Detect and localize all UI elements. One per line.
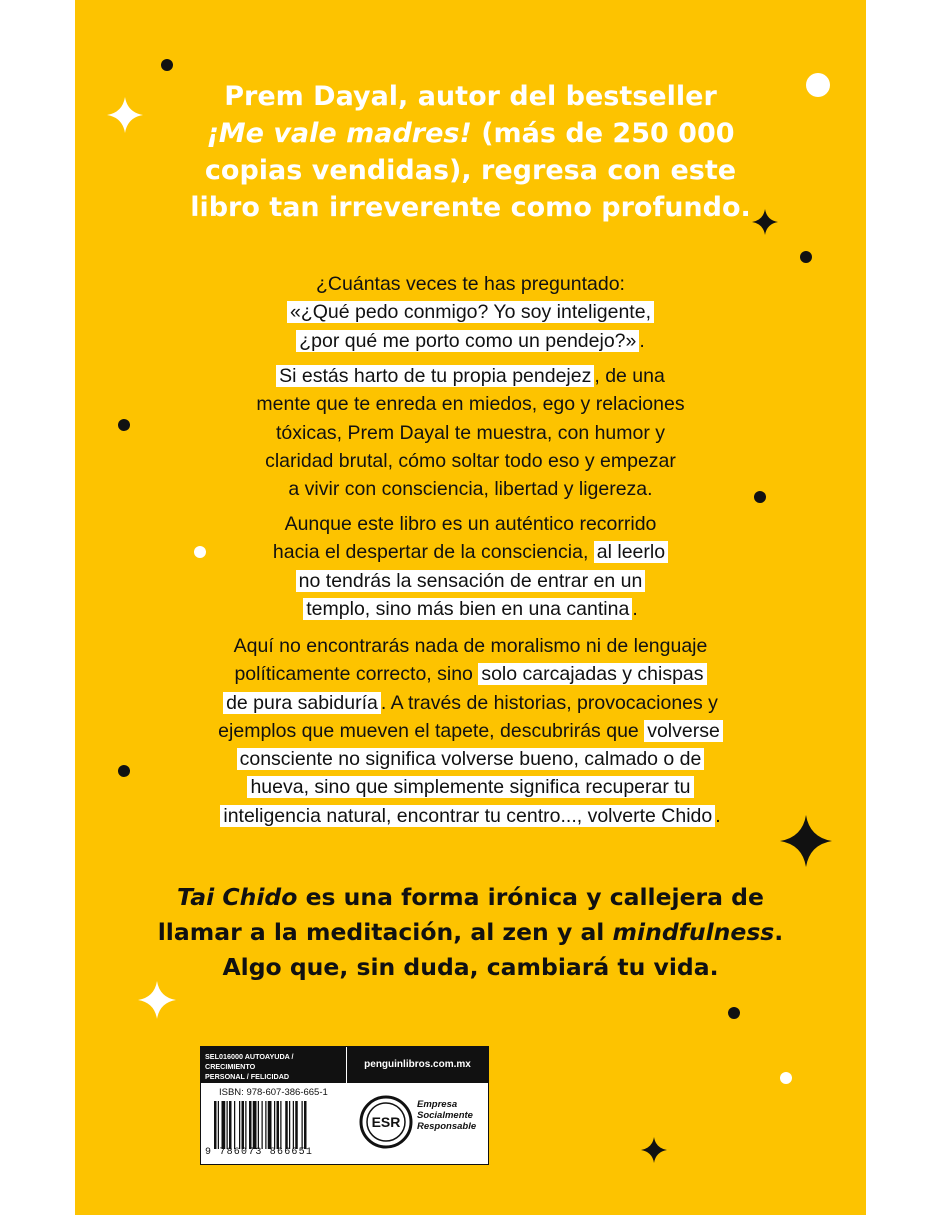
paragraph-line xyxy=(75,538,866,566)
paragraph-line xyxy=(75,773,866,801)
category-label xyxy=(201,1047,346,1083)
paragraph-line xyxy=(75,362,866,390)
paragraph-line xyxy=(75,660,866,688)
punct: . xyxy=(715,804,721,827)
barcode-bar xyxy=(229,1101,232,1149)
intro-line: ¿Cuántas veces te has preguntado: xyxy=(316,273,625,295)
text-fragment: , de una xyxy=(594,365,665,387)
headline-line xyxy=(75,115,866,152)
headline-line: libro tan irreverente como profundo. xyxy=(190,192,751,223)
headline xyxy=(75,78,866,226)
paragraph-line: a vivir con consciencia, libertad y ligereza. xyxy=(288,478,653,501)
barcode-bar xyxy=(302,1101,303,1149)
dot-icon xyxy=(161,59,173,71)
barcode-bar xyxy=(289,1101,290,1149)
closing-line: Algo que, sin duda, cambiará tu vida. xyxy=(222,953,719,981)
category-line: PERSONAL / FELICIDAD xyxy=(205,1072,290,1081)
dot-icon xyxy=(728,1007,740,1019)
paragraph-line xyxy=(75,717,866,745)
barcode-bar xyxy=(268,1101,272,1149)
barcode-bar xyxy=(242,1101,245,1149)
paragraph-line: claridad brutal, cómo soltar todo eso y empezar xyxy=(265,449,676,472)
barcode-bar xyxy=(262,1101,263,1149)
barcode-bar xyxy=(245,1101,246,1149)
dot-icon xyxy=(800,251,812,263)
barcode-box xyxy=(200,1046,489,1165)
paragraph-line: Aquí no encontrarás nada de moralismo ni de lenguaje xyxy=(233,635,708,657)
dot-icon xyxy=(780,1072,792,1084)
sparkle-star-icon xyxy=(641,1137,667,1163)
closing-line xyxy=(75,880,866,915)
paragraph-line xyxy=(75,567,866,595)
publisher-website: penguinlibros.com.mx xyxy=(346,1047,488,1083)
barcode-bar xyxy=(239,1101,240,1149)
text-fragment: llamar a la meditación, al zen y al xyxy=(157,918,613,946)
paragraph-line xyxy=(75,689,866,717)
barcode-bar xyxy=(265,1101,266,1149)
headline-fragment: (más de 250 000 xyxy=(471,118,735,149)
barcode-number: 9 786073 866651 xyxy=(205,1147,314,1158)
esr-logo-icon xyxy=(359,1095,413,1149)
text-fragment: . A través de historias, provocaciones y xyxy=(380,691,718,714)
highlight: Si estás harto de tu propia pendejez xyxy=(276,365,594,387)
headline-line: Prem Dayal, autor del bestseller xyxy=(224,81,717,112)
barcode-bar xyxy=(280,1101,281,1149)
isbn-label: ISBN: 978-607-386-665-1 xyxy=(219,1087,328,1098)
paragraph-line: Aunque este libro es un auténtico recorrido xyxy=(284,513,657,535)
barcode-bar xyxy=(304,1101,307,1149)
highlight: hueva, sino que simplemente significa recuperar tu xyxy=(247,776,693,798)
punct: . xyxy=(639,329,645,352)
intro-line xyxy=(75,327,866,355)
text-fragment: hacia el despertar de la consciencia, xyxy=(272,541,594,564)
barcode-bar xyxy=(277,1101,280,1149)
sparkle-star-icon xyxy=(138,981,176,1019)
highlight: de pura sabiduría xyxy=(223,692,381,714)
barcode-bar xyxy=(234,1101,235,1149)
book-title: Tai Chido xyxy=(177,883,298,911)
headline-line: copias vendidas), regresa con este xyxy=(204,155,737,186)
barcode-bar xyxy=(214,1101,217,1149)
italic-term: mindfulness xyxy=(612,918,775,946)
paragraph-line: mente que te enreda en miedos, ego y relaciones xyxy=(256,393,685,416)
closing-statement xyxy=(75,880,866,985)
esr-line: Responsable xyxy=(417,1121,477,1132)
barcode-bar xyxy=(258,1101,259,1149)
text-fragment: es una forma irónica y callejera de xyxy=(297,883,764,911)
barcode-bar xyxy=(293,1101,294,1149)
book-title: ¡Me vale madres! xyxy=(206,118,472,149)
paragraph-1 xyxy=(75,362,866,503)
esr-line: Socialmente xyxy=(417,1110,473,1121)
paragraph-line xyxy=(75,595,866,623)
closing-line xyxy=(75,915,866,950)
paragraph-line xyxy=(75,802,866,830)
intro-paragraph xyxy=(75,270,866,355)
barcode-bar xyxy=(227,1101,228,1149)
paragraph-2 xyxy=(75,510,866,623)
barcode-bar xyxy=(253,1101,257,1149)
paragraph-3 xyxy=(75,632,866,830)
highlight: consciente no significa volverse bueno, calmado o de xyxy=(237,748,705,770)
highlight: «¿Qué pedo conmigo? Yo soy inteligente, xyxy=(287,301,654,323)
barcode-bar xyxy=(222,1101,226,1149)
esr-line: Empresa xyxy=(417,1099,458,1110)
highlight: ¿por qué me porto como un pendejo?» xyxy=(296,330,639,352)
punct: . xyxy=(774,918,784,946)
back-cover xyxy=(75,0,866,1215)
esr-badge xyxy=(359,1091,483,1155)
barcode-icon xyxy=(213,1101,339,1149)
esr-label xyxy=(417,1099,476,1132)
barcode-bar xyxy=(249,1101,252,1149)
barcode-bar xyxy=(218,1101,219,1149)
highlight: no tendrás la sensación de entrar en un xyxy=(296,570,646,592)
highlight: solo carcajadas y chispas xyxy=(478,663,706,685)
highlight: al leerlo xyxy=(594,541,668,563)
text-fragment: ejemplos que mueven el tapete, descubrirás que xyxy=(218,719,645,742)
barcode-bar xyxy=(295,1101,298,1149)
text-fragment: políticamente correcto, sino xyxy=(234,663,479,686)
barcode-bar xyxy=(285,1101,288,1149)
punct: . xyxy=(632,597,638,620)
intro-line xyxy=(75,298,866,326)
highlight: inteligencia natural, encontrar tu centro..., volverte Chido xyxy=(220,805,715,827)
highlight: volverse xyxy=(644,720,723,742)
esr-logo-text: ESR xyxy=(371,1114,401,1130)
paragraph-line: tóxicas, Prem Dayal te muestra, con humor y xyxy=(275,421,666,444)
barcode-bar xyxy=(274,1101,275,1149)
paragraph-line xyxy=(75,745,866,773)
category-line: SEL016000 AUTOAYUDA / CRECIMIENTO xyxy=(205,1052,294,1071)
highlight: templo, sino más bien en una cantina xyxy=(303,598,632,620)
